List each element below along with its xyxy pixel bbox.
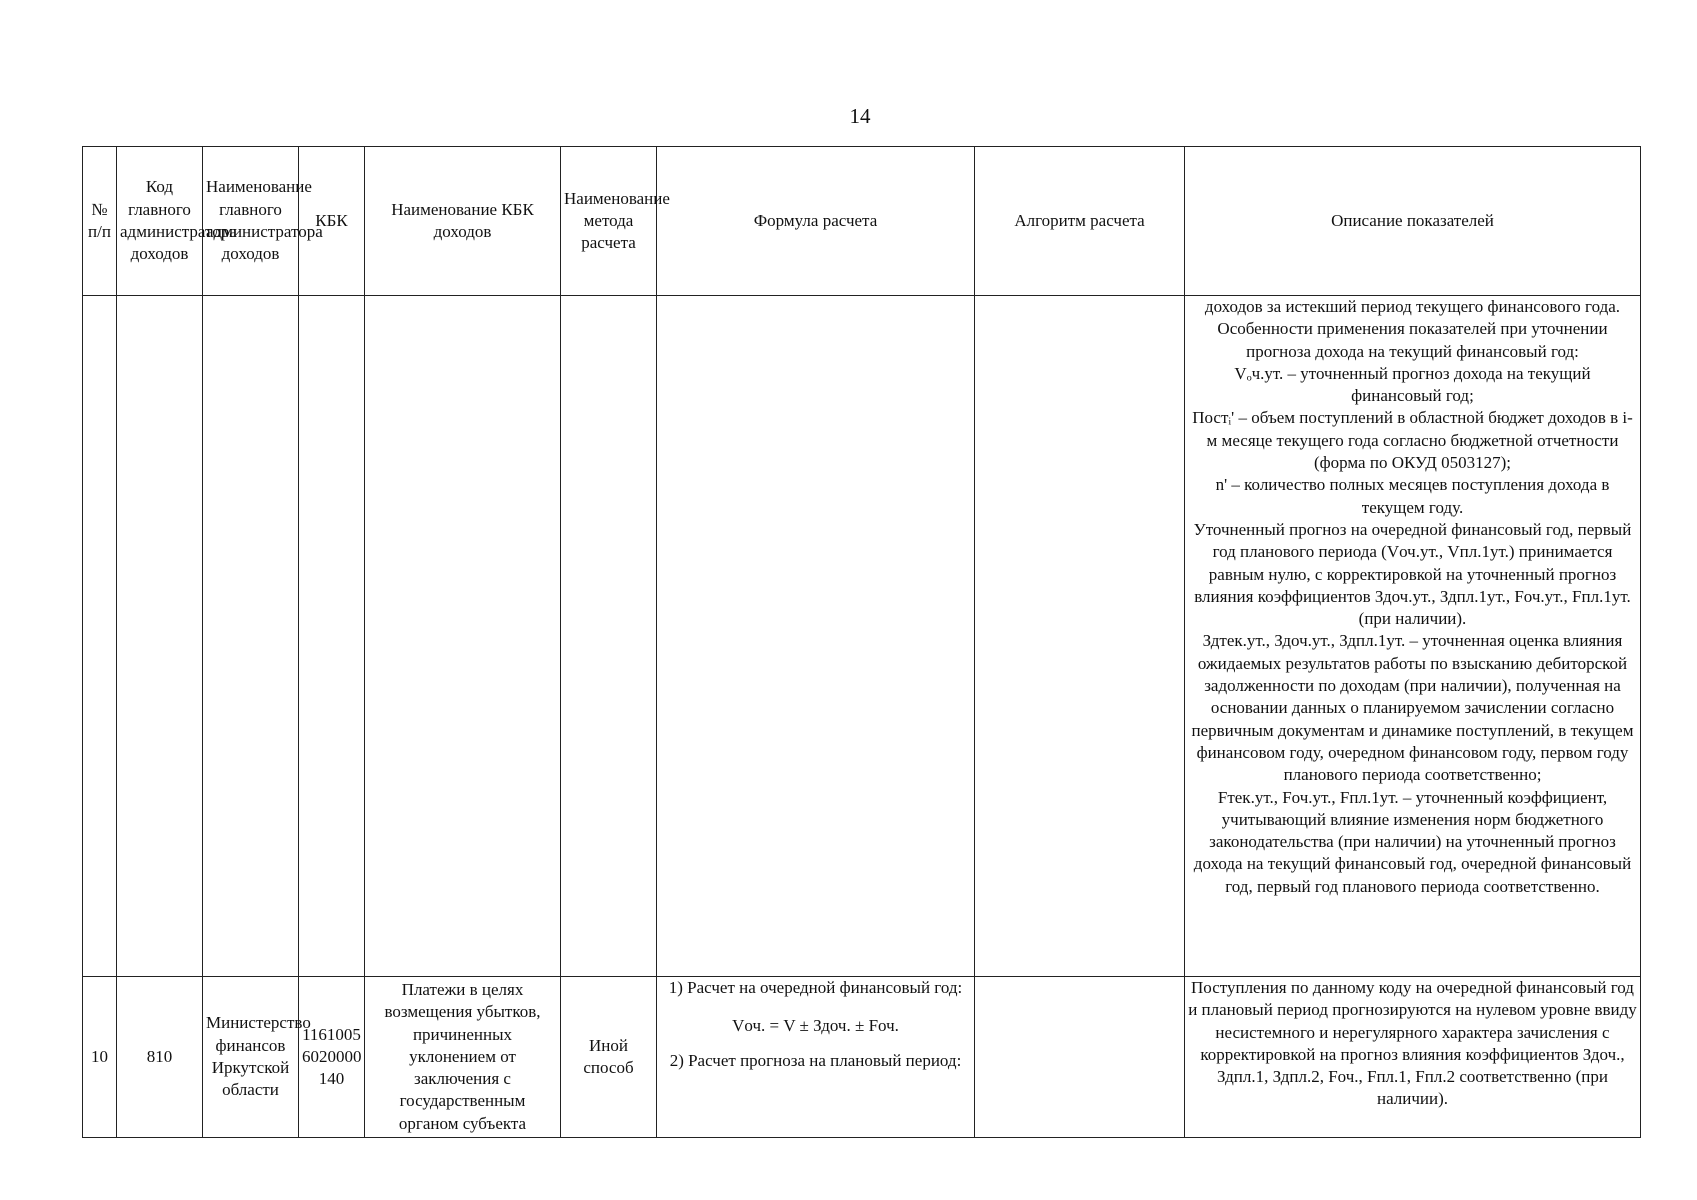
- desc-para: доходов за истекший период текущего финансового года.: [1204, 297, 1621, 316]
- table-header-row: [83, 147, 1641, 296]
- cell-admin-code: 810: [117, 977, 203, 1138]
- page-number: 14: [849, 104, 871, 128]
- header-admin-code: Код главного администратора доходов: [117, 147, 203, 296]
- cell-kbk-name: Платежи в целях возмещения убытков, причиненных уклонением от заключения с государственным органом субъекта: [365, 977, 561, 1138]
- cell-formula: [657, 977, 975, 1138]
- desc-para: Fтек.ут., Fоч.ут., Fпл.1ут. – уточненный коэффициент, учитывающий влияние изменения норм бюджетного законодательства (при наличии) на уточненный прогноз дохода на текущий финансовый год, очередной финансовый год, первый год планового периода соответственно.: [1193, 787, 1632, 896]
- header-kbk-name: Наименование КБК доходов: [365, 147, 561, 296]
- table-row-continuation: [83, 296, 1641, 977]
- desc-para: n' – количество полных месяцев поступления дохода в текущем году.: [1215, 475, 1610, 517]
- cell-empty: [365, 296, 561, 977]
- cell-empty: [83, 296, 117, 977]
- cell-empty: [203, 296, 299, 977]
- header-formula: Формула расчета: [657, 147, 975, 296]
- cell-empty: [561, 296, 657, 977]
- formula-main: Vоч. = V ± Здоч. ± Fоч.: [732, 1016, 899, 1036]
- desc-para: Постᵢ' – объем поступлений в областной бюджет доходов в i-м месяце текущего года согласно бюджетной отчетности (форма по ОКУД 0503127);: [1192, 408, 1633, 473]
- forecast-methods-table: [82, 146, 1641, 1138]
- cell-method: Иной способ: [561, 977, 657, 1138]
- header-method: Наименование метода расчета: [561, 147, 657, 296]
- table-row-10: [83, 977, 1641, 1138]
- formula-step-2: 2) Расчет прогноза на плановый период:: [669, 1050, 962, 1070]
- cell-empty: [975, 296, 1185, 977]
- cell-empty: [657, 296, 975, 977]
- cell-kbk: 1161005 6020000 140: [299, 977, 365, 1138]
- cell-description: Поступления по данному коду на очередной финансовый год и плановый период прогнозируются на нулевом уровне ввиду несистемного и нерегулярного характера зачисления с корректировкой на прогноз влияния коэффициентов Здоч., Здпл.1, Здпл.2, Fоч., Fпл.1, Fпл.2 соответственно (при наличии).: [1185, 977, 1641, 1138]
- cell-admin-name: Министерство финансов Иркутской области: [203, 977, 299, 1138]
- header-description: Описание показателей: [1185, 147, 1641, 296]
- desc-para: Особенности применения показателей при уточнении прогноза дохода на текущий финансовый год:: [1217, 319, 1608, 361]
- cell-num: 10: [83, 977, 117, 1138]
- cell-empty: [117, 296, 203, 977]
- header-num: № п/п: [83, 147, 117, 296]
- desc-para: Здтек.ут., Здоч.ут., Здпл.1ут. – уточненная оценка влияния ожидаемых результатов работы по взысканию дебиторской задолженности по доходам (при наличии), полученная на основании данных о планируемом зачислении согласно первичным документам и динамике поступлений, в текущем финансовом году, очередном финансовом году, первом году планового периода соответственно;: [1191, 631, 1634, 785]
- formula-step-1: 1) Расчет на очередной финансовый год:: [668, 978, 963, 997]
- desc-para: Уточненный прогноз на очередной финансовый год, первый год планового периода (Vоч.ут., Vпл.1ут.) принимается равным нулю, с корректировкой на уточненный прогноз влияния коэффициентов Здоч.ут., Здпл.1ут., Fоч.ут., Fпл.1ут. (при наличии).: [1193, 519, 1632, 629]
- header-kbk: КБК: [299, 147, 365, 296]
- description-continuation: [1185, 296, 1641, 977]
- header-admin-name: Наименование главного администратора доходов: [203, 147, 299, 296]
- header-algorithm: Алгоритм расчета: [975, 147, 1185, 296]
- cell-algorithm: [975, 977, 1185, 1138]
- cell-empty: [299, 296, 365, 977]
- desc-para: Vₒч.ут. – уточненный прогноз дохода на текущий финансовый год;: [1234, 363, 1591, 406]
